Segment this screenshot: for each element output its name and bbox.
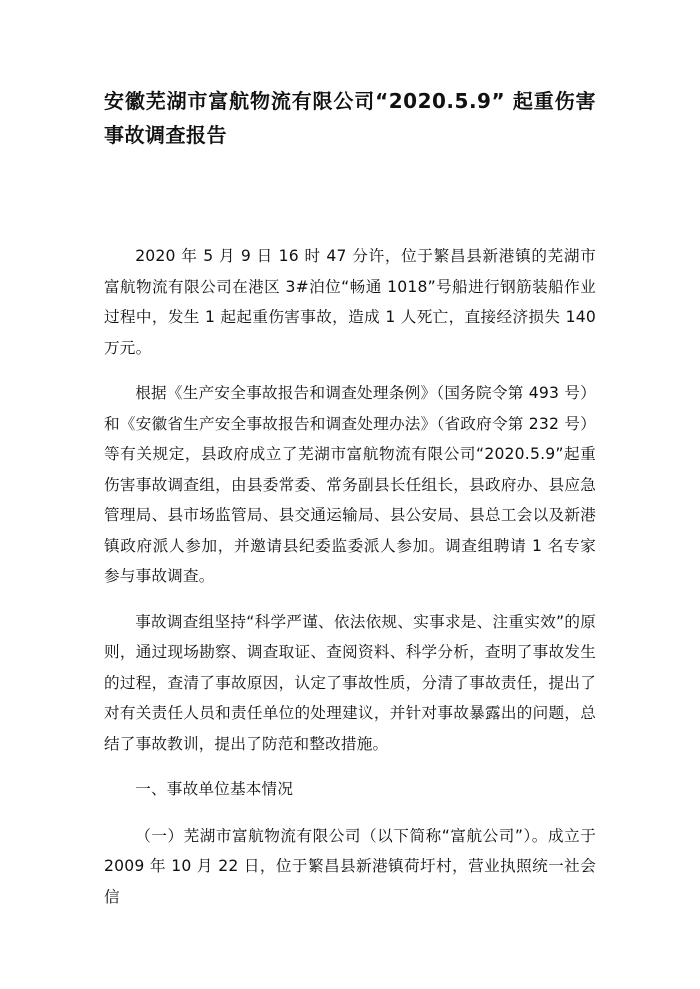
- report-title: 安徽芜湖市富航物流有限公司“2020.5.9” 起重伤害事故调查报告: [104, 89, 596, 147]
- paragraph-incident-summary: 2020 年 5 月 9 日 16 时 47 分许，位于繁昌县新港镇的芜湖市富航物流有限公司在港区 3#泊位“畅通 1018”号船进行钢筋装船作业过程中，发生 1 起起重伤害事故，造成 1 人死亡，直接经济损失 140 万元。: [104, 247, 596, 357]
- section-heading-company-info: 一、事故单位基本情况: [135, 780, 294, 798]
- paragraph-investigation-basis: 根据《生产安全事故报告和调查处理条例》（国务院令第 493 号）和《安徽省生产安全事故报告和调查处理办法》（省政府令第 232 号）等有关规定，县政府成立了芜湖市富航物流有限公司“2020.5.9”起重伤害事故调查组，由县委常委、常务副县长任组长，县政府办、县应急管理局、县市场监管局、县交通运输局、县公安局、县总工会以及新港镇政府派人参加，并邀请县纪委监委派人参加。调查组聘请 1 名专家参与事故调查。: [104, 384, 596, 585]
- paragraph-company-description: （一）芜湖市富航物流有限公司（以下简称“富航公司”）。成立于 2009 年 10 月 22 日，位于繁昌县新港镇荷圩村，营业执照统一社会信: [104, 826, 596, 906]
- report-body: [104, 241, 596, 912]
- paragraph-investigation-principles: 事故调查组坚持“科学严谨、依法依规、实事求是、注重实效”的原则，通过现场勘察、调查取证、查阅资料、科学分析，查明了事故发生的过程，查清了事故原因，认定了事故性质，分清了事故责任，提出了对有关责任人员和责任单位的处理建议，并针对事故暴露出的问题，总结了事故教训，提出了防范和整改措施。: [104, 612, 596, 753]
